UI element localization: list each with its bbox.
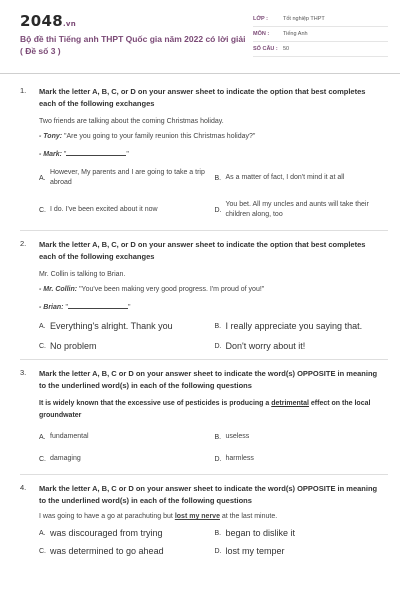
dialog-line: - Mark: " " — [39, 151, 129, 158]
divider — [20, 359, 388, 360]
question-intro: Two friends are talking about the coming Christmas holiday. — [39, 118, 224, 125]
question-number: 3. — [20, 368, 27, 377]
divider — [20, 474, 388, 475]
option-b[interactable]: B. As a matter of fact, I don't mind it at all — [214, 174, 345, 182]
question-sentence: It is widely known that the excessive use of pesticides is producing a detrimental effect on the local groundwater — [39, 400, 371, 419]
options — [39, 168, 382, 220]
option-a[interactable]: A. was discouraged from trying — [39, 528, 163, 538]
answer-blank — [66, 150, 126, 156]
option-b[interactable]: B. I really appreciate you saying that. — [214, 321, 363, 331]
option-c[interactable]: C. damaging — [39, 455, 81, 463]
answer-blank — [68, 303, 128, 309]
divider — [20, 230, 388, 231]
option-c[interactable]: C. I do. I've been excited about it now — [39, 206, 158, 214]
options — [39, 432, 382, 464]
question-intro: Mr. Collin is talking to Brian. — [39, 271, 126, 278]
question-number: 4. — [20, 483, 27, 492]
question-instruction: Mark the letter A, B, C or D on your answer sheet to indicate the word(s) OPPOSITE in meaning to the underlined word(s) in each of the following questions — [39, 369, 378, 390]
option-b[interactable]: B. useless — [214, 433, 250, 441]
page-header — [0, 0, 400, 74]
option-b[interactable]: B. began to dislike it — [214, 528, 296, 538]
question-1 — [0, 86, 400, 220]
question-instruction: Mark the letter A, B, C, or D on your answer sheet to indicate the option that best completes each of the following exchanges — [39, 240, 366, 261]
meta-count: SỐ CÂU : 50 — [253, 42, 388, 57]
question-sentence: I was going to have a go at parachuting but lost my nerve at the last minute. — [39, 513, 278, 520]
option-c[interactable]: C. was determined to go ahead — [39, 546, 164, 556]
meta-info — [253, 12, 388, 57]
question-number: 2. — [20, 239, 27, 248]
question-instruction: Mark the letter A, B, C or D on your answer sheet to indicate the word(s) OPPOSITE in meaning to the underlined word(s) in each of the following questions — [39, 484, 378, 505]
dialog-line: - Brian: " " — [39, 304, 131, 311]
question-3 — [0, 368, 400, 464]
question-instruction: Mark the letter A, B, C, or D on your answer sheet to indicate the option that best completes each of the following exchanges — [39, 87, 366, 108]
option-a[interactable]: A. fundamental — [39, 433, 89, 441]
option-c[interactable]: C. No problem — [39, 341, 97, 351]
underlined-word: lost my nerve — [174, 513, 220, 520]
dialog-line: - Mr. Collin: "You've been making very good progress. I'm proud of you!" — [39, 286, 265, 293]
options — [39, 528, 382, 556]
question-number: 1. — [20, 86, 27, 95]
option-d[interactable]: D. Don't worry about it! — [214, 341, 306, 351]
question-4 — [0, 483, 400, 556]
document-title: Bộ đề thi Tiếng anh THPT Quốc gia năm 2022 có lời giải ( Đề số 3 ) — [20, 34, 246, 56]
dialog-line: - Tony: "Are you going to your family reunion this Christmas holiday?" — [39, 133, 256, 140]
meta-subject: MÔN : Tiếng Anh — [253, 27, 388, 42]
underlined-word: detrimental — [271, 400, 309, 407]
option-a[interactable]: A. However, My parents and I are going to take a trip abroad — [39, 169, 205, 186]
options — [39, 321, 382, 351]
option-d[interactable]: D. You bet. All my uncles and aunts will take their children along, too — [214, 201, 369, 218]
site-logo[interactable]: 2048.vn — [20, 12, 77, 30]
option-a[interactable]: A. Everything's alright. Thank you — [39, 321, 173, 331]
question-2 — [0, 239, 400, 351]
option-d[interactable]: D. lost my temper — [214, 546, 285, 556]
meta-class: LỚP : Tốt nghiệp THPT — [253, 12, 388, 27]
option-d[interactable]: D. harmless — [214, 455, 254, 463]
